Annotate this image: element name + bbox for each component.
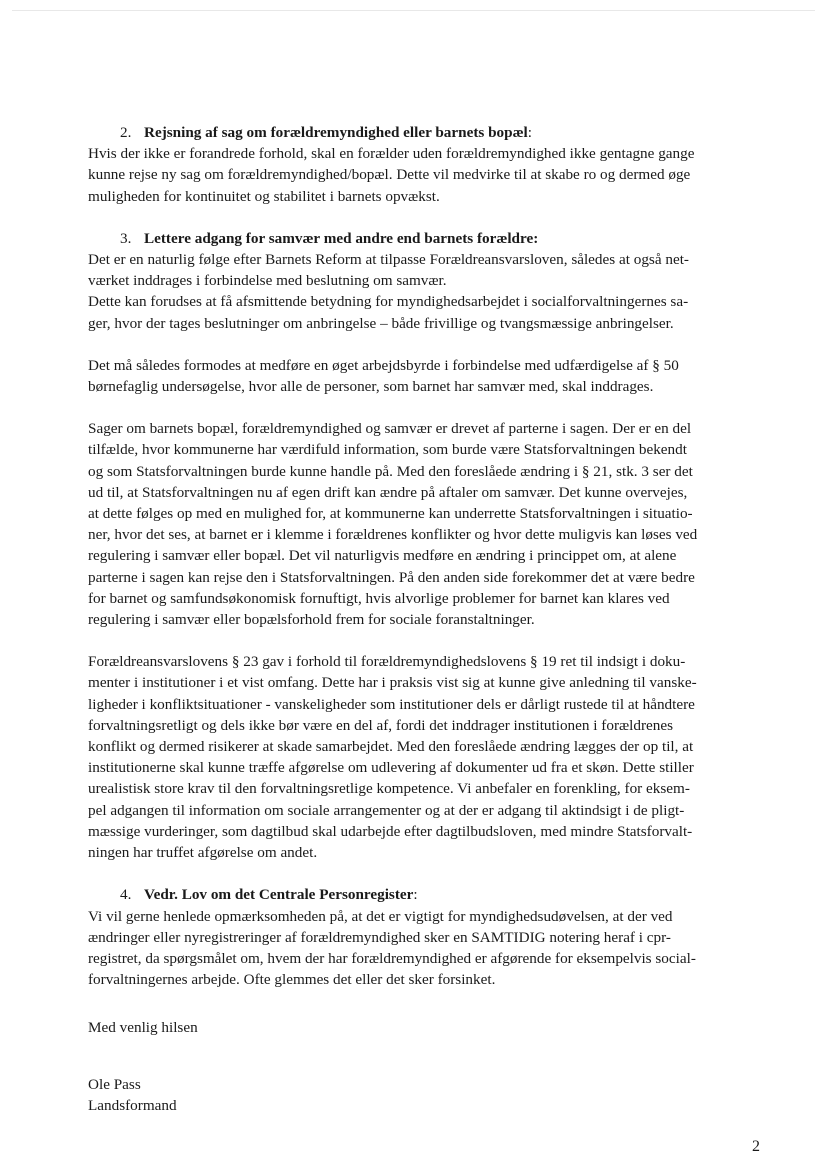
section-4 [88,884,768,990]
text-line: værket inddrages i forbindelse med beslutning om samvær. [88,272,447,290]
text-line: for barnet og samfundsøkonomisk fornuftigt, hvis alvorlige problemer for barnet kan klares ved [88,589,670,607]
section-3 [88,228,768,334]
text-line: ner, hvor det ses, at barnet er i klemme i forældrenes konflikter og hvor dette muligvis kan løses ved [88,526,698,544]
section-2-title: Rejsning af sag om forældremyndighed eller barnets bopæl [144,124,528,141]
section-3-title: Lettere adgang for samvær med andre end barnets forældre: [144,229,539,247]
section-2-text [88,143,768,207]
text-line: Det må således formodes at medføre en øget arbejdsbyrde i forbindelse med udfærdigelse af § 50 [88,356,679,374]
text-line: mæssige vurderinger, som dagtilbud skal udarbejde efter dagtilbudsloven, med mindre Statsforvalt- [88,822,693,840]
text-line: Det er en naturlig følge efter Barnets Reform at tilpasse Forældreansvarsloven, således at også net- [88,251,689,269]
text-line: børnefaglig undersøgelse, hvor alle de personer, som barnet har samvær med, skal inddrages. [88,378,654,396]
paragraph-cases [88,418,768,630]
signature-block [88,1074,768,1116]
paragraph-documents [88,651,768,863]
text-line: ningen har truffet afgørelse om andet. [88,844,318,862]
text-line: institutionerne skal kunne træffe afgørelse om udlevering af dokumenter ud fra et skøn. Dette stiller [88,759,694,777]
text-line: Forældreansvarslovens § 23 gav i forhold til forældremyndighedslovens § 19 ret til indsigt i doku- [88,653,686,671]
signatory-title: Landsformand [88,1096,177,1114]
text-line: Hvis der ikke er forandrede forhold, skal en forælder uden forældremyndighed ikke gentagne gange [88,145,695,163]
text-line: Sager om barnets bopæl, forældremyndighed og samvær er drevet af parterne i sagen. Der er en del [88,420,692,438]
text-line: Dette kan forudses at få afsmittende betydning for myndighedsarbejdet i socialforvaltningernes sa- [88,293,689,311]
closing-salutation: Med venlig hilsen [88,1019,198,1037]
section-2-number: 2. [120,124,132,141]
text-line: forvaltningernes arbejde. Ofte glemmes det eller det sker forsinket. [88,971,496,989]
section-4-text [88,906,768,991]
section-2-heading [88,122,768,143]
text-line: og som Statsforvaltningen burde kunne handle på. Med den foreslåede ændring i § 21, stk. 3 ser det [88,462,693,480]
text-line: konflikt og dermed risikerer at skade samarbejdet. Med den foreslåede ændring lægges der op til, at [88,738,694,756]
text-line: ændringer eller nyregistreringer af forældremyndighed sker en SAMTIDIG notering heraf i cpr- [88,928,671,946]
text-line: muligheden for kontinuitet og stabilitet i barnets opvækst. [88,187,440,205]
section-2 [88,122,768,207]
text-line: ud til, at Statsforvaltningen nu af egen drift kan ændre på aftaler om samvær. Det kunne overvejes, [88,483,688,501]
section-4-number: 4. [120,886,132,904]
text-line: regulering i samvær eller bopæl. Det vil naturligvis medføre en ændring i princippet om, at alene [88,547,677,565]
text-line: ger, hvor der tages beslutninger om anbringelse – både frivillige og tvangsmæssige anbringelser. [88,314,674,332]
text-line: registret, da spørgsmålet om, hvem der har forældremyndighed er afgørende for eksempelvis social- [88,949,696,967]
paragraph-workload [88,355,768,397]
text-line: tilfælde, hvor kommunerne har værdifuld information, som burde være Statsforvaltningen bekendt [88,441,687,459]
text-line: parterne i sagen kan rejse den i Statsforvaltningen. På den anden side forekommer det at være bedre [88,568,695,586]
text-line: at dette følges op med en mulighed for, at kommunerne kan underrette Statsforvaltningen i situatio- [88,505,693,523]
text-line: pel adgangen til information om sociale arrangementer og at der er adgang til aktindsigt i de pligt- [88,801,685,819]
section-4-title: Vedr. Lov om det Centrale Personregister [144,886,414,904]
section-3-text [88,249,768,334]
page-number: 2 [752,1138,760,1155]
text-line: forvaltningsretligt og dels ikke bør være en del af, fordi det inddrager institutionen i forældrenes [88,716,673,734]
section-4-colon: : [413,886,418,904]
signatory-name: Ole Pass [88,1075,141,1093]
text-line: menter i institutioner i et vist omfang. Dette har i praksis vist sig at kunne give anledning til vanske- [88,674,697,692]
letter-body [88,122,768,1116]
text-line: urealistisk store krav til den forvaltningsretlige kompetence. Vi anbefaler en forenkling, for eksem- [88,780,690,798]
section-3-heading [88,228,768,249]
section-2-colon: : [527,124,533,141]
section-3-number: 3. [120,229,132,247]
text-line: kunne rejse ny sag om forældremyndighed/bopæl. Dette vil medvirke til at skabe ro og dermed øge [88,166,691,184]
text-line: ligheder i konfliktsituationer - vanskeligheder som institutioner dels er dårligt rustede til at håndtere [88,695,695,713]
text-line: Vi vil gerne henlede opmærksomheden på, at det er vigtigt for myndighedsudøvelsen, at der ved [88,907,673,925]
section-4-heading [88,884,768,905]
top-edge-line [12,10,815,11]
text-line: regulering i samvær eller bopælsforhold frem for sociale foranstaltninger. [88,611,535,629]
